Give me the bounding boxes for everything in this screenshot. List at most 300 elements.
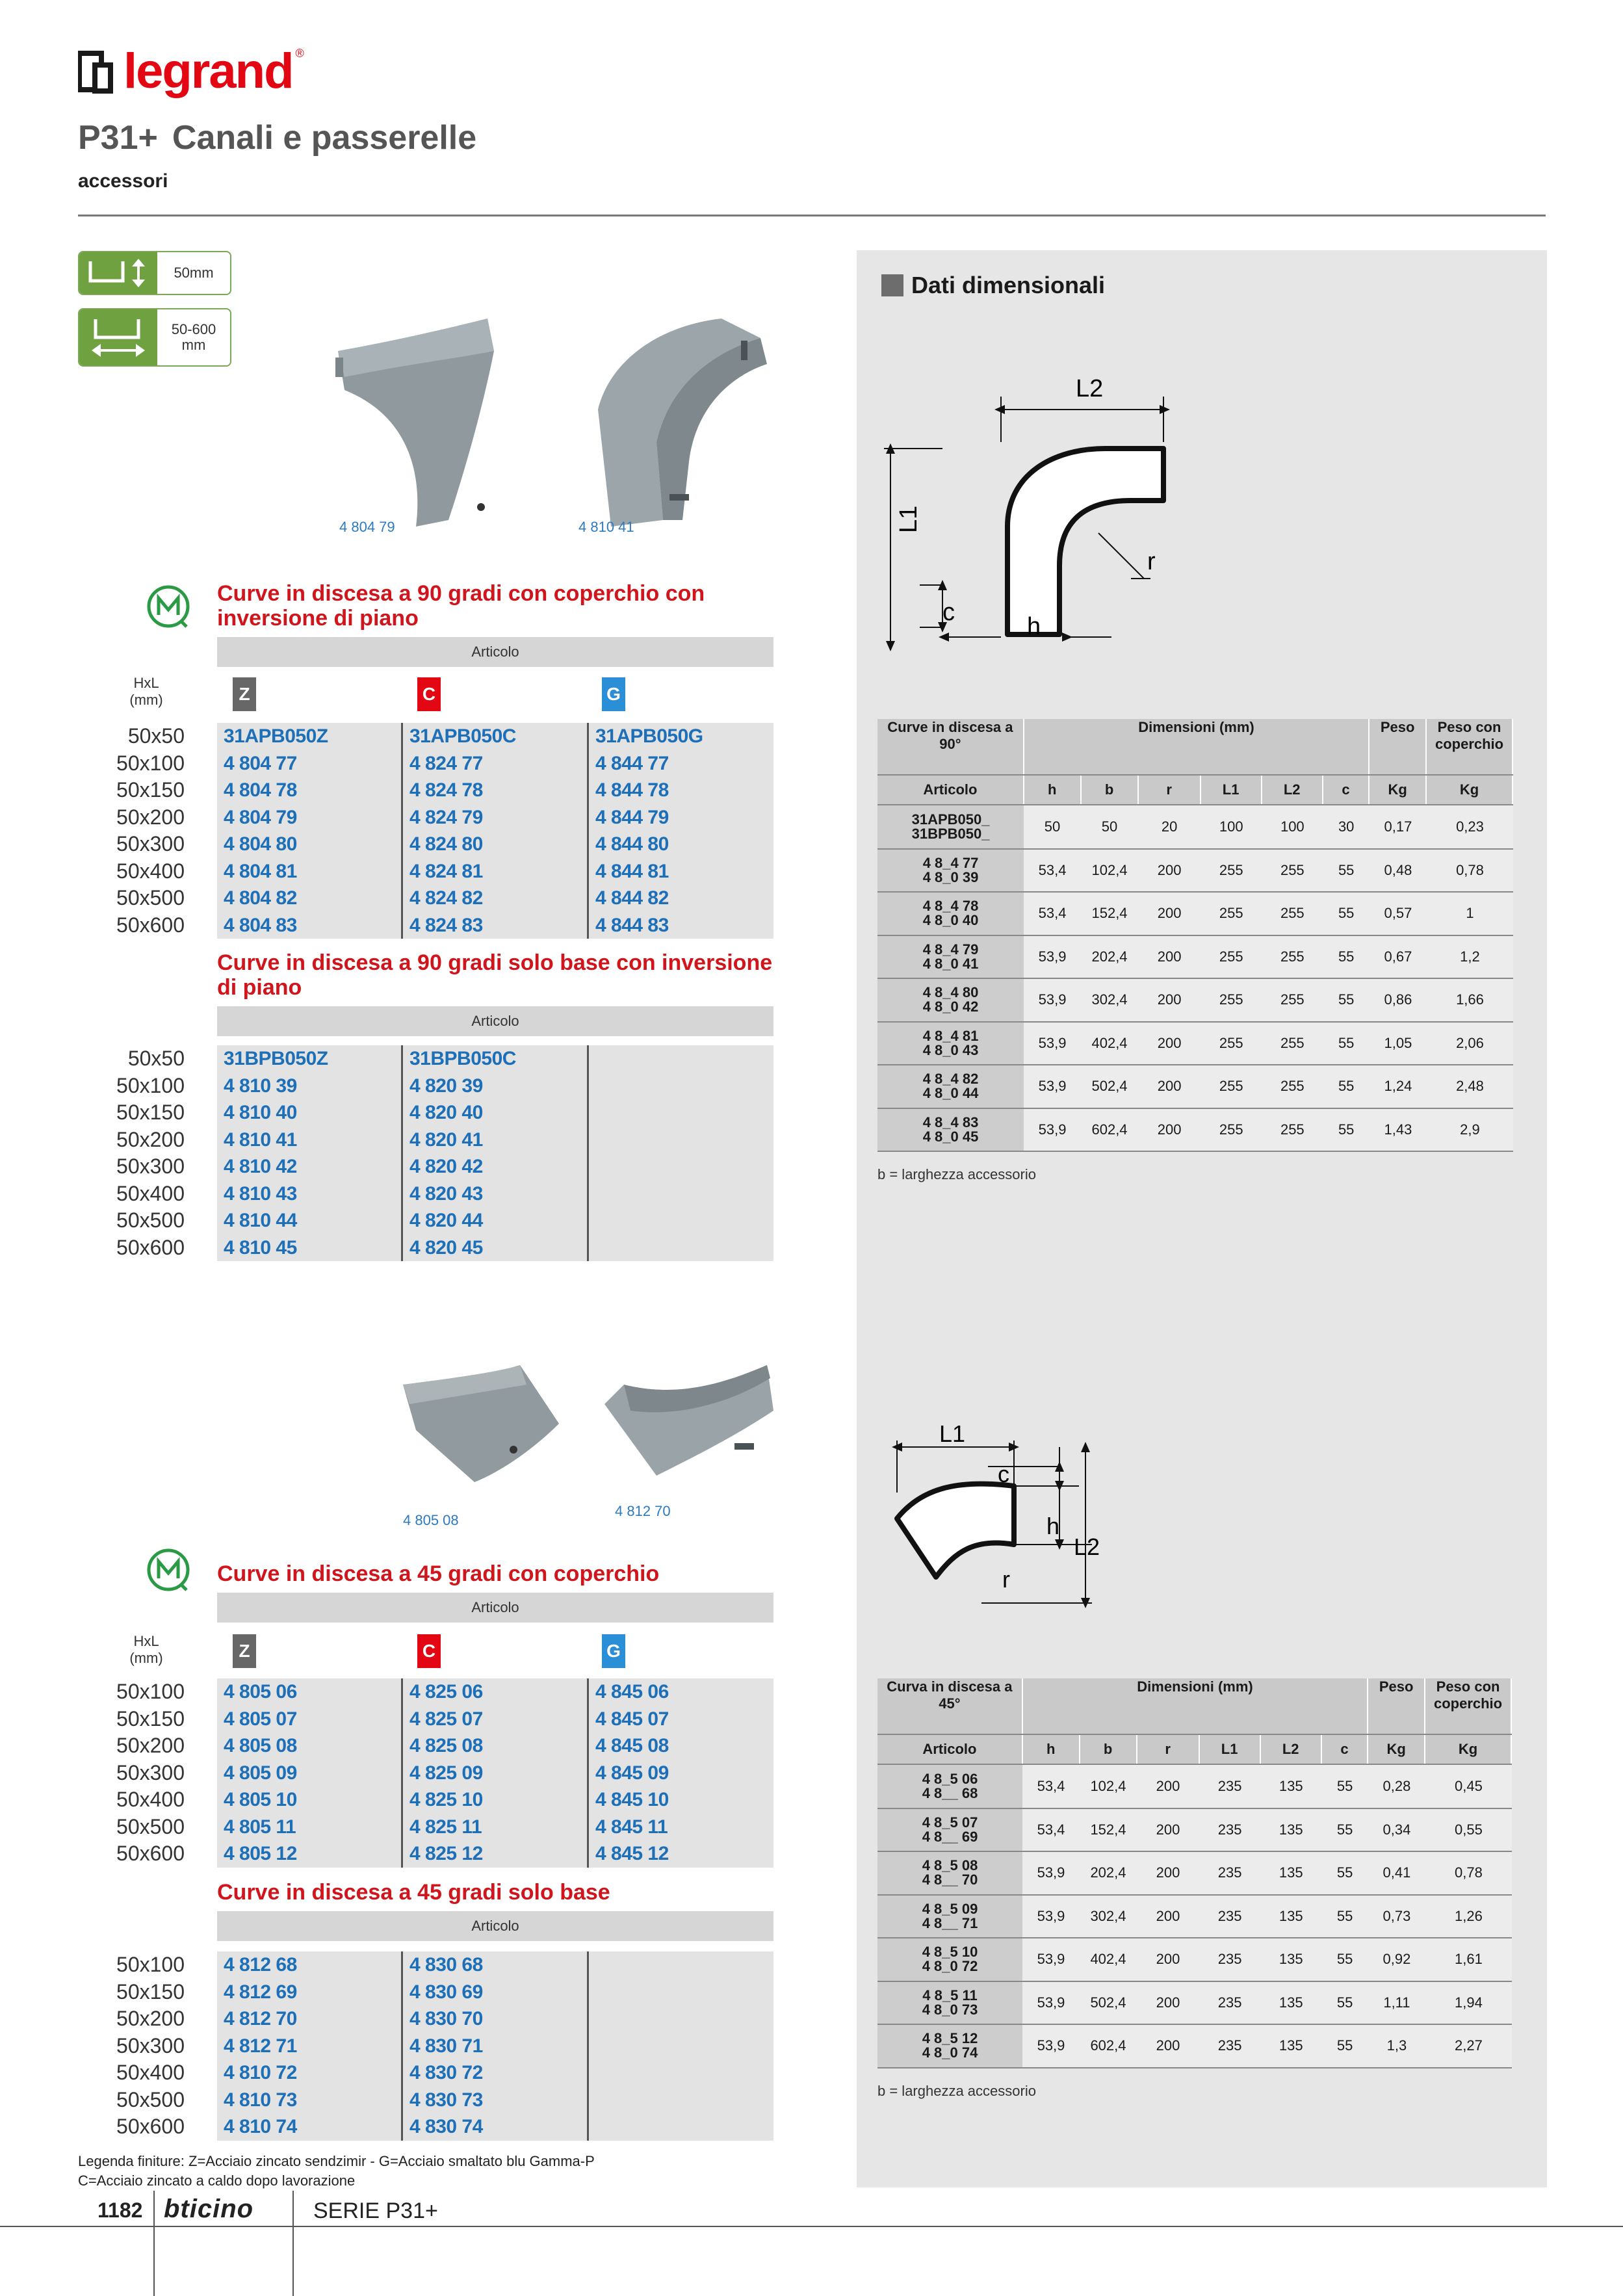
diagram-label-l2: L2 <box>1074 1533 1100 1560</box>
value-cell: 255 <box>1201 1065 1262 1108</box>
code-cell: 4 824 78 <box>409 779 483 801</box>
value-cell: 0,57 <box>1370 892 1427 935</box>
code-cell: 4 820 39 <box>409 1075 483 1097</box>
code-cell: 4 824 80 <box>409 833 483 855</box>
code-column-c <box>403 723 589 939</box>
value-cell: 100 <box>1201 805 1262 849</box>
col-header: h <box>1022 1734 1080 1764</box>
value-cell: 255 <box>1201 1022 1262 1065</box>
code-cell: 4 805 12 <box>224 1843 297 1864</box>
article-code: 4 8_0 42 <box>922 998 979 1015</box>
code-cell: 4 805 06 <box>224 1681 297 1702</box>
article-code: 4 8_5 12 <box>922 2030 978 2047</box>
article-code: 4 8_5 09 <box>922 1900 978 1917</box>
value-cell: 55 <box>1323 892 1370 935</box>
code-cell: 4 810 39 <box>224 1075 297 1097</box>
legrand-mark-icon <box>78 48 116 95</box>
product-image-45-cover <box>396 1359 565 1492</box>
article-cell <box>877 978 1024 1022</box>
code-cell: 4 820 40 <box>409 1102 483 1123</box>
footer-divider <box>292 2191 294 2296</box>
code-cell: 4 804 78 <box>224 779 297 801</box>
table-row <box>877 1981 1512 2025</box>
finish-g-badge: G <box>602 1634 625 1668</box>
diagram-label-c: c <box>942 599 955 626</box>
article-cell <box>877 2024 1022 2068</box>
code-column-empty <box>589 1951 773 2141</box>
size-cell: 50x300 <box>116 2033 185 2057</box>
value-cell: 0,34 <box>1368 1808 1425 1852</box>
diagram-label-h: h <box>1046 1513 1060 1539</box>
table-row <box>877 1808 1512 1852</box>
value-cell: 135 <box>1260 1981 1321 2025</box>
value-cell: 55 <box>1321 2024 1368 2068</box>
value-cell: 53,9 <box>1022 1851 1080 1895</box>
value-cell: 55 <box>1321 1765 1368 1808</box>
article-code: 4 8_5 07 <box>922 1814 978 1831</box>
code-cell: 4 825 09 <box>409 1762 483 1784</box>
article-code: 4 8_0 43 <box>922 1041 979 1058</box>
code-columns <box>217 1951 773 2141</box>
size-cell: 50x600 <box>116 1235 185 1259</box>
value-cell: 255 <box>1201 892 1262 935</box>
dimension-table-90 <box>877 719 1513 1183</box>
article-code: 4 8_0 39 <box>922 868 979 885</box>
value-cell: 402,4 <box>1080 1938 1137 1981</box>
size-cell: 50x500 <box>116 2087 185 2111</box>
header-peso: Peso <box>1368 1678 1425 1734</box>
col-header: Kg <box>1369 775 1426 805</box>
code-cell: 4 805 10 <box>224 1789 297 1810</box>
value-cell: 0,67 <box>1370 935 1427 979</box>
value-cell: 55 <box>1323 849 1370 893</box>
code-cell: 4 845 08 <box>595 1735 669 1756</box>
article-code: 4 8__ 69 <box>922 1828 978 1845</box>
value-cell: 53,4 <box>1022 1808 1080 1852</box>
size-cell: 50x300 <box>116 1760 185 1784</box>
value-cell: 55 <box>1321 1895 1368 1938</box>
section-title-90-base: Curve in discesa a 90 gradi solo base con inversione di piano <box>217 950 773 1000</box>
header-art: Curve in discesa a 90° <box>877 719 1024 775</box>
size-cell: 50x100 <box>116 1680 185 1703</box>
dimension-table-45 <box>877 1678 1512 2100</box>
article-cell <box>877 849 1024 893</box>
value-cell: 152,4 <box>1080 1808 1137 1852</box>
code-column-c <box>403 1045 589 1261</box>
code-cell: 4 825 12 <box>409 1843 483 1864</box>
article-cell <box>877 1851 1022 1895</box>
code-cell: 4 824 77 <box>409 752 483 774</box>
code-cell: 4 804 79 <box>224 806 297 828</box>
size-cell: 50x600 <box>116 913 185 937</box>
table-row <box>877 1851 1512 1895</box>
value-cell: 255 <box>1262 978 1323 1022</box>
value-cell: 235 <box>1199 1895 1260 1938</box>
header-art: Curva in discesa a 45° <box>877 1678 1022 1734</box>
article-code: 4 8_4 78 <box>922 898 979 915</box>
value-cell: 602,4 <box>1080 2024 1137 2068</box>
size-column <box>97 723 185 939</box>
value-cell: 30 <box>1323 805 1370 849</box>
article-code: 4 8_4 79 <box>922 941 979 958</box>
value-cell: 55 <box>1321 1851 1368 1895</box>
code-cell: 4 805 08 <box>224 1735 297 1756</box>
code-cell: 4 820 43 <box>409 1182 483 1205</box>
diagram-90-degree <box>884 371 1209 660</box>
value-cell: 255 <box>1201 849 1262 893</box>
diagram-label-l2: L2 <box>1076 375 1104 402</box>
code-column-empty <box>589 1045 773 1261</box>
col-header: L2 <box>1262 775 1323 805</box>
value-cell: 55 <box>1321 1981 1368 2025</box>
article-code: 4 8_5 08 <box>922 1857 978 1874</box>
value-cell: 102,4 <box>1080 1765 1137 1808</box>
diagram-label-l1: L1 <box>939 1421 966 1447</box>
table-45-body <box>877 1765 1512 2068</box>
value-cell: 53,4 <box>1024 849 1081 893</box>
code-cell: 4 830 73 <box>409 2089 483 2111</box>
diagram-45-degree <box>884 1421 1157 1619</box>
value-cell: 2,48 <box>1427 1065 1513 1108</box>
value-cell: 1,26 <box>1425 1895 1512 1938</box>
code-column-z <box>217 1045 403 1261</box>
table-row <box>877 1895 1512 1938</box>
finish-legend <box>78 2152 595 2191</box>
value-cell: 20 <box>1138 805 1201 849</box>
size-cell: 50x500 <box>116 886 185 909</box>
size-cell: 50x150 <box>116 778 185 802</box>
size-cell: 50x150 <box>116 1101 185 1124</box>
code-cell: 4 825 06 <box>409 1681 483 1702</box>
code-cell: 4 824 82 <box>409 887 483 909</box>
article-cell <box>877 805 1024 849</box>
code-cell: 31BPB050C <box>409 1048 516 1069</box>
width-arrow-icon <box>79 309 157 365</box>
col-header: Articolo <box>877 1734 1022 1764</box>
article-code: 4 8_0 73 <box>922 2001 978 2018</box>
articolo-header: Articolo <box>217 1593 773 1623</box>
product-code-label: 4 805 08 <box>403 1512 459 1528</box>
code-cell: 4 810 40 <box>224 1102 297 1123</box>
value-cell: 255 <box>1201 978 1262 1022</box>
code-cell: 4 844 77 <box>595 752 669 774</box>
table-row <box>877 1938 1512 1981</box>
size-cell: 50x200 <box>116 2007 185 2030</box>
size-cell: 50x150 <box>116 1706 185 1730</box>
code-column-z <box>217 1678 403 1868</box>
value-cell: 255 <box>1262 892 1323 935</box>
code-cell: 4 820 45 <box>409 1236 483 1259</box>
article-cell <box>877 892 1024 935</box>
code-cell: 4 805 11 <box>224 1816 296 1838</box>
value-cell: 200 <box>1138 1065 1201 1108</box>
section-title-45-base: Curve in discesa a 45 gradi solo base <box>217 1880 610 1905</box>
value-cell: 200 <box>1137 1808 1199 1852</box>
article-cell <box>877 1938 1022 1981</box>
quality-mark-icon <box>146 584 191 633</box>
code-cell: 4 812 70 <box>224 2008 297 2029</box>
code-cell: 4 845 10 <box>595 1789 669 1810</box>
table-row <box>877 892 1513 935</box>
value-cell: 200 <box>1138 935 1201 979</box>
series-label: SERIE P31+ <box>313 2198 438 2223</box>
code-cell: 4 845 09 <box>595 1762 669 1784</box>
value-cell: 202,4 <box>1080 1851 1137 1895</box>
size-cell: 50x400 <box>116 1788 185 1811</box>
product-image-90-cover <box>331 312 500 536</box>
code-cell: 4 845 07 <box>595 1708 669 1730</box>
article-cell <box>877 1022 1024 1065</box>
code-cell: 4 810 44 <box>224 1210 297 1231</box>
finish-z-badge: Z <box>233 677 256 711</box>
value-cell: 200 <box>1137 2024 1199 2068</box>
value-cell: 302,4 <box>1080 1895 1137 1938</box>
value-cell: 55 <box>1321 1938 1368 1981</box>
col-header: r <box>1138 775 1201 805</box>
table-row <box>877 935 1513 979</box>
code-column-c <box>403 1678 589 1868</box>
code-columns <box>217 1678 773 1868</box>
article-cell <box>877 1108 1024 1152</box>
col-header: h <box>1024 775 1081 805</box>
width-badge-label: 50-600 mm <box>171 320 216 353</box>
height-badge <box>78 251 231 295</box>
finish-g-badge: G <box>602 677 625 711</box>
code-cell: 31APB050G <box>595 725 703 747</box>
code-cell: 4 804 81 <box>224 860 297 882</box>
article-cell <box>877 1065 1024 1108</box>
article-code: 4 8_0 74 <box>922 2044 978 2061</box>
height-badge-label: 50mm <box>174 264 214 281</box>
value-cell: 0,92 <box>1368 1938 1425 1981</box>
col-header: Kg <box>1426 775 1513 805</box>
value-cell: 1,3 <box>1368 2024 1425 2068</box>
size-cell: 50x400 <box>116 2061 185 2084</box>
value-cell: 1,24 <box>1370 1065 1427 1108</box>
size-cell: 50x600 <box>116 1842 185 1865</box>
size-cell: 50x600 <box>116 2115 185 2138</box>
code-cell: 4 830 69 <box>409 1981 483 2003</box>
article-code: 4 8_4 77 <box>922 854 979 871</box>
col-header: c <box>1323 775 1370 805</box>
value-cell: 135 <box>1260 1808 1321 1852</box>
value-cell: 53,9 <box>1022 1938 1080 1981</box>
product-code-label: 4 812 70 <box>615 1503 671 1519</box>
quality-mark-icon <box>146 1547 191 1596</box>
header-dimensioni: Dimensioni (mm) <box>1024 719 1369 775</box>
code-cell: 4 810 41 <box>224 1128 297 1151</box>
value-cell: 200 <box>1137 1851 1199 1895</box>
legend-line: C=Acciaio zincato a caldo dopo lavorazione <box>78 2172 356 2189</box>
code-table-45-cover <box>97 1678 773 1868</box>
legend-line: Legenda finiture: Z=Acciaio zincato sendzimir - G=Acciaio smaltato blu Gamma-P <box>78 2153 595 2169</box>
value-cell: 1,11 <box>1368 1981 1425 2025</box>
value-cell: 200 <box>1138 892 1201 935</box>
code-cell: 4 810 72 <box>224 2062 297 2083</box>
value-cell: 235 <box>1199 1808 1260 1852</box>
col-header: Kg <box>1368 1734 1425 1764</box>
value-cell: 235 <box>1199 1938 1260 1981</box>
code-cell: 4 825 07 <box>409 1708 483 1730</box>
col-header: L1 <box>1199 1734 1260 1764</box>
col-header: r <box>1137 1734 1199 1764</box>
article-cell <box>877 1981 1022 2025</box>
code-cell: 4 804 77 <box>224 752 297 774</box>
article-code: 31BPB050_ <box>911 825 990 842</box>
code-cell: 4 804 80 <box>224 833 297 855</box>
value-cell: 53,9 <box>1024 978 1081 1022</box>
article-code: 4 8_5 06 <box>922 1770 978 1787</box>
size-cell: 50x200 <box>116 1127 185 1151</box>
value-cell: 255 <box>1262 1022 1323 1065</box>
size-cell: 50x50 <box>127 1047 185 1070</box>
value-cell: 135 <box>1260 1895 1321 1938</box>
product-code-label: 4 810 41 <box>578 519 634 535</box>
table-row <box>877 1022 1513 1065</box>
value-cell: 200 <box>1137 1895 1199 1938</box>
articolo-header: Articolo <box>217 1911 773 1941</box>
code-cell: 4 812 68 <box>224 1954 297 1976</box>
value-cell: 255 <box>1262 849 1323 893</box>
code-cell: 4 820 41 <box>409 1128 483 1151</box>
table-row <box>877 1065 1513 1108</box>
value-cell: 235 <box>1199 1851 1260 1895</box>
code-table-45-base <box>97 1951 773 2141</box>
code-cell: 4 830 68 <box>409 1954 483 1976</box>
value-cell: 53,9 <box>1024 1065 1081 1108</box>
diagram-label-c: c <box>998 1461 1009 1487</box>
code-columns <box>217 1045 773 1261</box>
brand-name: legrand <box>123 44 293 99</box>
value-cell: 0,73 <box>1368 1895 1425 1938</box>
article-code: 4 8_5 10 <box>922 1944 978 1961</box>
value-cell: 255 <box>1262 1065 1323 1108</box>
value-cell: 0,23 <box>1427 805 1513 849</box>
diagram-label-r: r <box>1002 1566 1010 1593</box>
article-code: 4 8_4 80 <box>922 984 979 1001</box>
title-text: Canali e passerelle <box>172 119 477 157</box>
value-cell: 55 <box>1323 935 1370 979</box>
footer-rule <box>0 2226 1623 2227</box>
size-cell: 50x50 <box>127 724 185 748</box>
code-cell: 4 844 82 <box>595 887 669 909</box>
table-row <box>877 1108 1513 1152</box>
code-table-90-base <box>97 1045 773 1261</box>
code-cell: 4 810 42 <box>224 1156 297 1177</box>
finish-z-badge: Z <box>233 1634 256 1668</box>
section-title-90-cover: Curve in discesa a 90 gradi con coperchio con inversione di piano <box>217 581 705 631</box>
value-cell: 200 <box>1138 978 1201 1022</box>
article-cell <box>877 935 1024 979</box>
code-cell: 4 810 74 <box>224 2116 297 2137</box>
value-cell: 1,66 <box>1427 978 1513 1022</box>
code-cell: 4 844 80 <box>595 833 669 855</box>
value-cell: 50 <box>1081 805 1138 849</box>
article-code: 4 8_5 11 <box>922 1987 978 2003</box>
value-cell: 200 <box>1137 1765 1199 1808</box>
size-cell: 50x300 <box>116 832 185 855</box>
value-cell: 135 <box>1260 1938 1321 1981</box>
value-cell: 53,9 <box>1022 1895 1080 1938</box>
size-cell: 50x300 <box>116 1155 185 1178</box>
table-note: b = larghezza accessorio <box>877 1166 1036 1182</box>
code-column-g <box>589 1678 773 1868</box>
header-peso-coperchio: Peso con coperchio <box>1426 719 1513 775</box>
code-cell: 4 812 71 <box>224 2035 297 2057</box>
code-cell: 4 844 83 <box>595 914 669 936</box>
panel-title <box>881 272 1105 299</box>
table-row <box>877 805 1513 849</box>
code-cell: 4 820 44 <box>409 1210 483 1231</box>
article-code: 4 8__ 68 <box>922 1784 978 1801</box>
article-code: 4 8_4 82 <box>922 1071 979 1088</box>
size-cell: 50x200 <box>116 805 185 829</box>
col-header: L1 <box>1201 775 1262 805</box>
value-cell: 53,9 <box>1024 935 1081 979</box>
code-cell: 4 844 79 <box>595 806 669 828</box>
finish-c-badge: C <box>417 677 441 711</box>
col-header: b <box>1081 775 1138 805</box>
articolo-header: Articolo <box>217 637 773 667</box>
size-cell: 50x400 <box>116 859 185 883</box>
article-code: 31APB050_ <box>911 811 990 828</box>
square-bullet-icon <box>881 274 903 296</box>
bticino-logo: bticino <box>164 2195 254 2223</box>
article-code: 4 8_0 40 <box>922 912 979 929</box>
code-cell: 4 830 70 <box>409 2008 483 2029</box>
code-cell: 31APB050Z <box>224 725 328 747</box>
value-cell: 255 <box>1201 935 1262 979</box>
code-cell: 31BPB050Z <box>224 1048 328 1069</box>
code-columns <box>217 723 773 939</box>
code-cell: 4 844 78 <box>595 779 669 801</box>
size-cell: 50x100 <box>116 751 185 775</box>
height-arrow-icon <box>79 252 157 294</box>
value-cell: 302,4 <box>1081 978 1138 1022</box>
value-cell: 2,9 <box>1427 1108 1513 1152</box>
value-cell: 1 <box>1427 892 1513 935</box>
value-cell: 55 <box>1323 978 1370 1022</box>
code-cell: 4 804 83 <box>224 914 297 936</box>
size-column <box>97 1045 185 1261</box>
value-cell: 102,4 <box>1081 849 1138 893</box>
product-image-90-base <box>572 312 780 536</box>
diagram-label-h: h <box>1027 613 1041 640</box>
code-cell: 4 845 06 <box>595 1681 669 1702</box>
size-cell: 50x100 <box>116 1953 185 1976</box>
size-cell: 50x500 <box>116 1814 185 1838</box>
page-number: 1182 <box>97 2198 143 2222</box>
col-header: L2 <box>1260 1734 1321 1764</box>
diagram-label-r: r <box>1147 548 1156 575</box>
size-column <box>97 1951 185 2141</box>
header-divider <box>78 215 1546 216</box>
value-cell: 1,61 <box>1425 1938 1512 1981</box>
table-row <box>877 978 1513 1022</box>
legrand-logo <box>78 44 304 99</box>
code-cell: 4 845 11 <box>595 1816 668 1838</box>
page-subtitle: accessori <box>78 170 168 192</box>
product-image-45-base <box>598 1359 780 1492</box>
code-column-z <box>217 723 403 939</box>
value-cell: 0,78 <box>1425 1851 1512 1895</box>
article-code: 4 8_4 83 <box>922 1114 979 1130</box>
value-cell: 55 <box>1323 1108 1370 1152</box>
value-cell: 235 <box>1199 1765 1260 1808</box>
value-cell: 402,4 <box>1081 1022 1138 1065</box>
diagram-label-l1: L1 <box>895 505 922 533</box>
value-cell: 152,4 <box>1081 892 1138 935</box>
